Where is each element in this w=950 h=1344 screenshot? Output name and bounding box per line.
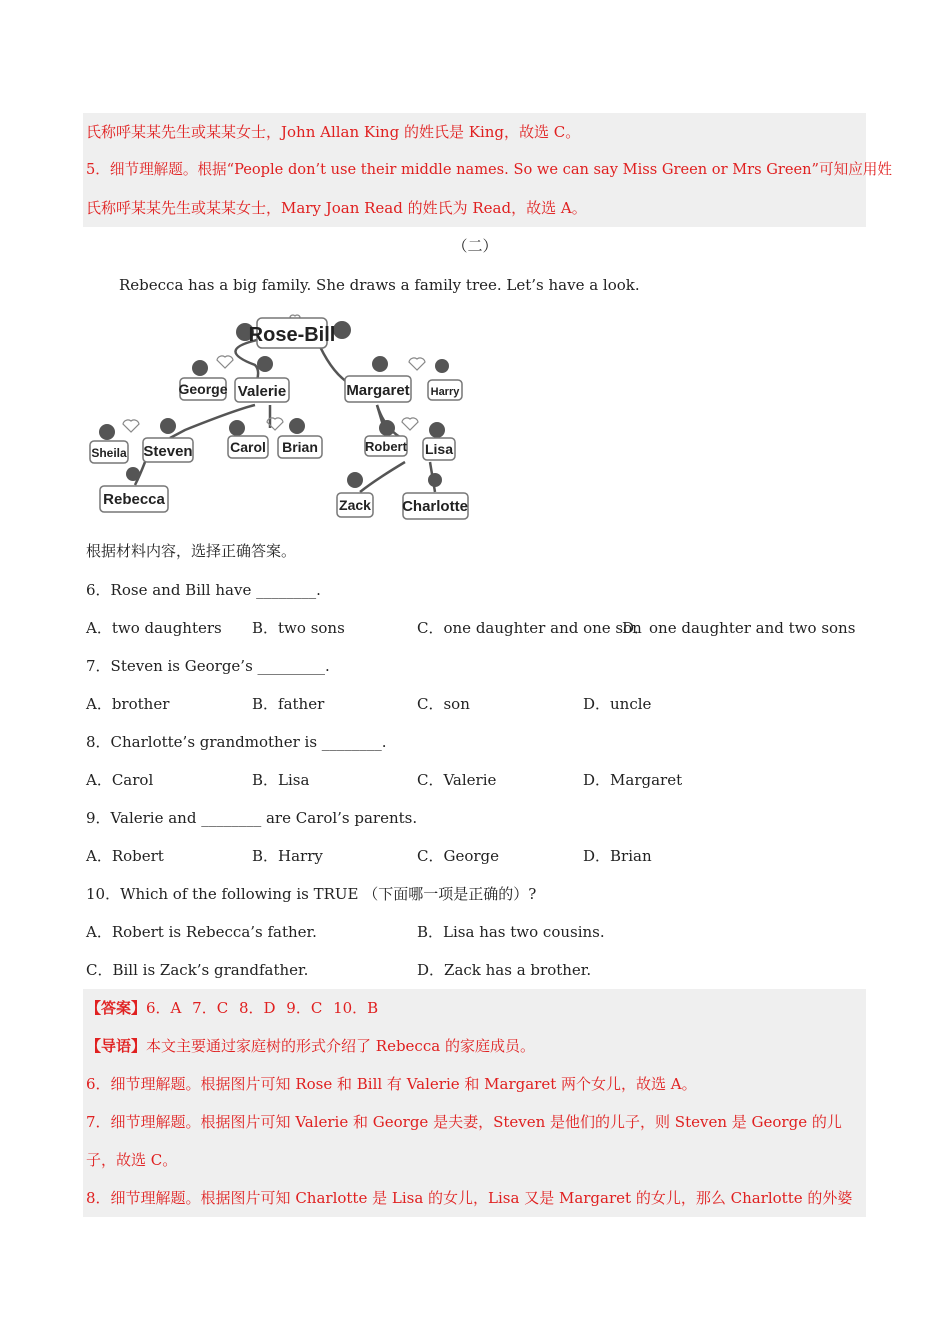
option[interactable]: B．two sons bbox=[252, 619, 345, 637]
option[interactable]: A．Robert bbox=[86, 847, 164, 865]
instruction: 根据材料内容，选择正确答案。 bbox=[86, 542, 297, 560]
option[interactable]: A．Carol bbox=[86, 771, 154, 789]
option[interactable]: C．one daughter and one son bbox=[417, 619, 642, 637]
tree-node-steven: Steven bbox=[143, 443, 193, 460]
tree-node-sheila: Sheila bbox=[91, 446, 127, 460]
option[interactable]: A．Robert is Rebecca’s father. bbox=[86, 923, 317, 941]
tree-node-margaret: Margaret bbox=[346, 382, 410, 399]
option[interactable]: D．Brian bbox=[583, 847, 652, 865]
guide-text: 本文主要通过家庭树的形式介绍了 Rebecca 的家庭成员。 bbox=[146, 1037, 535, 1055]
explanation-line: 7．细节理解题。根据图片可知 Valerie 和 George 是夫妻，Steven 是他们的儿子，则 Steven 是 George 的儿 bbox=[86, 1113, 842, 1131]
option[interactable]: D．Zack has a brother. bbox=[417, 961, 592, 979]
question-stem: 8．Charlotte’s grandmother is ________. bbox=[86, 733, 387, 751]
option[interactable]: B．Lisa bbox=[252, 771, 310, 789]
answer-block bbox=[83, 989, 866, 1217]
option[interactable]: D．Margaret bbox=[583, 771, 683, 789]
option[interactable]: D．one daughter and two sons bbox=[622, 619, 856, 637]
answer-tag: 【答案】 bbox=[86, 999, 147, 1017]
section-title: （二） bbox=[452, 237, 498, 255]
explanation-line: 8．细节理解题。根据图片可知 Charlotte 是 Lisa 的女儿，Lisa 又是 Margaret 的女儿，那么 Charlotte 的外婆 bbox=[86, 1189, 853, 1207]
family-tree-figure bbox=[85, 310, 475, 522]
explanation-line: 氏称呼某某先生或某某女士，John Allan King 的姓氏是 King，故选 C。 bbox=[86, 123, 581, 141]
question-stem: 6．Rose and Bill have ________. bbox=[86, 581, 321, 599]
tree-node-lisa: Lisa bbox=[424, 441, 454, 457]
explanation-line: 6．细节理解题。根据图片可知 Rose 和 Bill 有 Valerie 和 Margaret 两个女儿，故选 A。 bbox=[86, 1075, 697, 1093]
option[interactable]: A．brother bbox=[86, 695, 170, 713]
tree-node-zack: Zack bbox=[339, 497, 371, 513]
explanation-line: 子，故选 C。 bbox=[86, 1151, 178, 1169]
option[interactable]: D．uncle bbox=[583, 695, 652, 713]
answer-line bbox=[86, 998, 378, 1018]
intro-paragraph: Rebecca has a big family. She draws a family tree. Let’s have a look. bbox=[119, 276, 640, 294]
option[interactable]: B．Harry bbox=[252, 847, 323, 865]
tree-node-brian: Brian bbox=[282, 439, 318, 455]
option[interactable]: C．Bill is Zack’s grandfather. bbox=[86, 961, 309, 979]
tree-node-rebecca: Rebecca bbox=[103, 491, 165, 508]
option[interactable]: C．Valerie bbox=[417, 771, 497, 789]
option[interactable]: C．son bbox=[417, 695, 470, 713]
option[interactable]: B．Lisa has two cousins. bbox=[417, 923, 605, 941]
tree-node-charlotte: Charlotte bbox=[402, 498, 468, 515]
answer-text: 6．A 7．C 8．D 9．C 10．B bbox=[146, 999, 379, 1017]
tree-node-robert: Robert bbox=[365, 439, 407, 454]
question-stem: 9．Valerie and ________ are Carol’s parents. bbox=[86, 809, 418, 827]
tree-node-carol: Carol bbox=[230, 439, 266, 455]
guide-tag: 【导语】 bbox=[86, 1037, 147, 1055]
tree-node-george: George bbox=[178, 381, 228, 397]
option[interactable]: A．two daughters bbox=[86, 619, 222, 637]
question-stem: 10．Which of the following is TRUE （下面哪一项是正确的）? bbox=[86, 885, 537, 903]
explanation-line: 氏称呼某某先生或某某女士，Mary Joan Read 的姓氏为 Read，故选 A。 bbox=[86, 199, 587, 217]
tree-node-harry: Harry bbox=[430, 386, 460, 398]
option[interactable]: B．father bbox=[252, 695, 325, 713]
guide-line bbox=[86, 1036, 535, 1056]
option[interactable]: C．George bbox=[417, 847, 500, 865]
explanation-line: 5．细节理解题。根据“People don’t use their middle names. So we can say Miss Green or Mrs Green”可知应用姓 bbox=[86, 161, 892, 178]
tree-node-rose-bill: Rose-Bill bbox=[248, 324, 336, 346]
question-stem: 7．Steven is George’s _________. bbox=[86, 657, 330, 675]
tree-node-valerie: Valerie bbox=[237, 383, 287, 400]
